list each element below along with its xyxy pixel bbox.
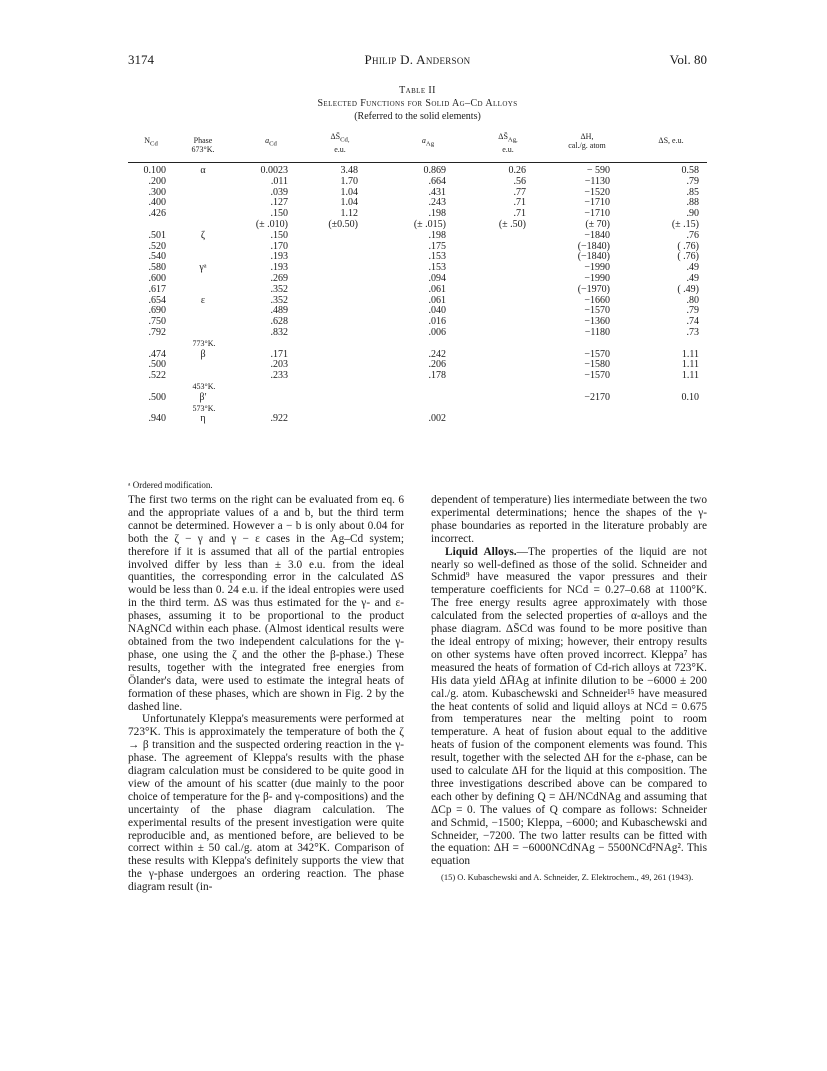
col-header-phase: Phase 673°K. xyxy=(191,136,215,154)
cell-acd: .193 xyxy=(270,262,288,274)
cell-ds: .76 xyxy=(686,229,699,241)
cell-aag: .242 xyxy=(428,348,446,360)
cell-phase: β xyxy=(200,348,206,360)
cell-acd: .832 xyxy=(270,326,288,338)
table-row xyxy=(128,350,707,361)
col-header-dh: ΔH, cal./g. atom xyxy=(568,132,606,150)
col-header-aag: $a_{Ag}$ xyxy=(421,136,435,148)
cell-ncd: .400 xyxy=(148,197,166,209)
col-header-ds: ΔS, e.u. xyxy=(658,136,684,145)
table-row xyxy=(128,263,707,274)
cell-aag: .243 xyxy=(428,197,446,209)
cell-ncd: 0.100 xyxy=(143,165,166,176)
table-header xyxy=(128,124,707,162)
cell-dsag: .56 xyxy=(513,175,526,187)
cell-dscd: 3.48 xyxy=(340,165,358,176)
cell-aag: .431 xyxy=(428,186,446,198)
col-header-dsag: $\Delta S̄_{Ag,}$ e.u. xyxy=(498,132,518,154)
cell-dsag: (± .50) xyxy=(498,218,526,230)
cell-ncd: .750 xyxy=(148,316,166,328)
cell-aag: .040 xyxy=(428,305,446,317)
table-row xyxy=(128,393,707,404)
cell-dsag: .71 xyxy=(513,208,526,220)
cell-acd: .011 xyxy=(270,175,288,187)
cell-dh: (−1840) xyxy=(577,240,610,252)
cell-aag: .006 xyxy=(428,326,446,338)
cell-dh: (−1840) xyxy=(577,251,610,263)
cell-dh: −2170 xyxy=(584,391,610,403)
cell-ds: ( .49) xyxy=(677,283,699,295)
page-number: 3174 xyxy=(128,52,154,67)
left-column xyxy=(128,494,404,894)
cell-ds: (± .15) xyxy=(671,218,699,230)
cell-acd: 0.0023 xyxy=(260,165,288,176)
table-row xyxy=(128,242,707,253)
cell-ncd: .520 xyxy=(148,240,166,252)
table-row xyxy=(128,274,707,285)
cell-aag: .175 xyxy=(428,240,446,252)
paragraph: The first two terms on the right can be evaluated from eq. 6 and the appropriate values of a and b, but the third term cannot be determined. However a − b is only about 0.04 for both the ζ − γ and γ − ε cases in the Ag–Cd system; therefore if it is assumed that all of the partial entropies involved differ by less than ± 3.0 e.u. from the ideal quantities, the corresponding error in the calculated ΔS would be less than 0. 24 e.u. if the ideal entropies were used in the third term. ΔS was thus estimated for the γ- and ε-phases, assuming it to be proportional to the product NAgNCd within each phase. (Almost identical results were obtained from the two independent calculations for the γ-phase, one using the ζ and the other the β-phase.) These results, together with the integrated free energies from Ölander's data, were used to estimate the integral heats of formation of these phases, which are shown in Fig. 2 by the dashed line. xyxy=(128,494,404,713)
table-body xyxy=(128,166,707,425)
cell-dh: (± 70) xyxy=(585,218,610,230)
cell-dscd: 1.12 xyxy=(340,208,358,220)
cell-phase: ζ xyxy=(200,229,206,241)
cell-dh: −1580 xyxy=(584,359,610,371)
section-text: —The properties of the liquid are not nearly so well-defined as those of the solid. Schneider and Schmid⁹ have measured the vapor pressures and their temperature coefficients for NCd = 0.27–0.68 at 1100°K. The free energy results agree approximately with those calculated from the selected properties of α-alloys and the phase diagram. ΔS̄Cd was found to be more positive than the ideal entropy of mixing; however, their entropy results on other systems have often proved incorrect. Kleppa⁷ has measured the heats of formation of Cd-rich alloys at 723°K. His data yield ΔH̄Ag at infinite dilution to be −6000 ± 200 cal./g. atom. Kubaschewski and Schneider¹⁵ have measured the heat contents of solid and liquid alloys at NCd = 0.675 from temperatures near the melting point to room temperature. A heat of fusion about equal to the additive heats of fusion of the component elements was found. This result, together with the selected ΔH for the ε-phase, can be used to calculate ΔH for the liquid at this composition. The three investigations described above can be compared to each other by defining Q = ΔH/NCdNAg and assuming that ΔCp = 0. The values of Q compare as follows: Schneider and Schmid, −1500; Kleppa, −6000; and Kubaschewski and Schneider, −7200. The two latter results can be fitted with the equation: ΔH = −6000NCdNAg − 5500NCd²NAg². This equation xyxy=(431,545,707,868)
cell-dh: −1660 xyxy=(584,294,610,306)
section-heading: Liquid Alloys. xyxy=(445,545,517,558)
cell-ncd: .500 xyxy=(148,359,166,371)
cell-ds: .79 xyxy=(686,305,699,317)
table-row xyxy=(128,220,707,231)
col-header-dscd: $\Delta S̄_{Cd,}$ e.u. xyxy=(330,132,350,154)
cell-ds: .49 xyxy=(686,272,699,284)
page-header xyxy=(128,52,707,68)
table-row xyxy=(128,285,707,296)
reference-footnote: (15) O. Kubaschewski and A. Schneider, Z. Elektrochem., 49, 261 (1943). xyxy=(441,872,694,883)
cell-ncd: .426 xyxy=(148,208,166,220)
cell-dscd: 1.04 xyxy=(340,197,358,209)
cell-acd: .628 xyxy=(270,316,288,328)
cell-temperature: 453°K. xyxy=(192,381,216,391)
cell-aag: .094 xyxy=(428,272,446,284)
cell-dh: −1990 xyxy=(584,272,610,284)
cell-ds: .74 xyxy=(686,316,699,328)
cell-aag: .178 xyxy=(428,370,446,382)
cell-ds: ( .76) xyxy=(677,251,699,263)
cell-phase: ε xyxy=(200,294,206,306)
cell-phase: α xyxy=(200,165,206,176)
table-row xyxy=(128,328,707,339)
cell-ncd: .654 xyxy=(148,294,166,306)
cell-aag: .153 xyxy=(428,251,446,263)
cell-ds: .90 xyxy=(686,208,699,220)
cell-ds: ( .76) xyxy=(677,240,699,252)
cell-dscd: 1.04 xyxy=(340,186,358,198)
cell-ds: 1.11 xyxy=(681,348,699,360)
cell-ds: 1.11 xyxy=(681,359,699,371)
volume-label: Vol. 80 xyxy=(669,52,707,67)
cell-aag: 0.869 xyxy=(423,165,446,176)
cell-aag: .016 xyxy=(428,316,446,328)
cell-phase: η xyxy=(200,413,206,425)
cell-aag: .002 xyxy=(428,413,446,425)
cell-acd: .352 xyxy=(270,283,288,295)
cell-ncd: .940 xyxy=(148,413,166,425)
table-row xyxy=(128,177,707,188)
cell-acd: .150 xyxy=(270,208,288,220)
cell-ncd: .690 xyxy=(148,305,166,317)
cell-dscd: (±0.50) xyxy=(328,218,358,230)
cell-acd: .922 xyxy=(270,413,288,425)
cell-ncd: .300 xyxy=(148,186,166,198)
cell-aag: .664 xyxy=(428,175,446,187)
cell-dh: −1570 xyxy=(584,305,610,317)
cell-aag: .061 xyxy=(428,294,446,306)
cell-acd: .150 xyxy=(270,229,288,241)
cell-aag: .198 xyxy=(428,229,446,241)
cell-dh: −1520 xyxy=(584,186,610,198)
cell-dscd: 1.70 xyxy=(340,175,358,187)
cell-aag: .153 xyxy=(428,262,446,274)
cell-ds: .73 xyxy=(686,326,699,338)
cell-ncd: .200 xyxy=(148,175,166,187)
cell-acd: .489 xyxy=(270,305,288,317)
table-ii xyxy=(128,84,707,425)
table-row xyxy=(128,317,707,328)
table-row xyxy=(128,414,707,425)
temperature-row xyxy=(128,339,707,350)
cell-dh: −1130 xyxy=(584,175,610,187)
table-row xyxy=(128,296,707,307)
cell-ds: .88 xyxy=(686,197,699,209)
table-row xyxy=(128,188,707,199)
cell-dh: −1570 xyxy=(584,370,610,382)
cell-acd: .127 xyxy=(270,197,288,209)
cell-ds: 0.58 xyxy=(681,165,699,176)
cell-dh: −1570 xyxy=(584,348,610,360)
cell-ncd: .540 xyxy=(148,251,166,263)
cell-ncd: .600 xyxy=(148,272,166,284)
table-subcaption: (Referred to the solid elements) xyxy=(354,111,481,122)
cell-dh: −1840 xyxy=(584,229,610,241)
cell-acd: .039 xyxy=(270,186,288,198)
cell-dh: −1180 xyxy=(584,326,610,338)
table-rule xyxy=(128,162,707,163)
cell-ds: .85 xyxy=(686,186,699,198)
cell-ncd: .522 xyxy=(148,370,166,382)
cell-acd: (± .010) xyxy=(255,218,288,230)
table-row xyxy=(128,360,707,371)
temperature-row xyxy=(128,382,707,393)
cell-dh: − 590 xyxy=(586,165,610,176)
table-row xyxy=(128,198,707,209)
cell-dh: −1710 xyxy=(584,208,610,220)
table-row xyxy=(128,371,707,382)
cell-aag: .198 xyxy=(428,208,446,220)
cell-ds: 0.10 xyxy=(681,391,699,403)
cell-dh: −1360 xyxy=(584,316,610,328)
cell-acd: .203 xyxy=(270,359,288,371)
cell-acd: .352 xyxy=(270,294,288,306)
cell-dh: −1990 xyxy=(584,262,610,274)
cell-aag: .206 xyxy=(428,359,446,371)
table-row xyxy=(128,166,707,177)
cell-dh: −1710 xyxy=(584,197,610,209)
table-row xyxy=(128,306,707,317)
cell-ds: .49 xyxy=(686,262,699,274)
cell-ds: 1.11 xyxy=(681,370,699,382)
right-column xyxy=(431,494,707,883)
paragraph: dependent of temperature) lies intermediate between the two experimental determinations; hence the shapes of the γ-phase boundaries as reported in the literature probably are incorrect. xyxy=(431,494,707,545)
cell-acd: .269 xyxy=(270,272,288,284)
cell-acd: .170 xyxy=(270,240,288,252)
cell-dsag: .71 xyxy=(513,197,526,209)
cell-ds: .79 xyxy=(686,175,699,187)
cell-ncd: .501 xyxy=(148,229,166,241)
cell-phase: β′ xyxy=(199,391,207,403)
table-caption: Selected Functions for Solid Ag–Cd Alloys xyxy=(317,98,518,109)
temperature-row xyxy=(128,404,707,415)
running-author: Philip D. Anderson xyxy=(364,52,471,67)
col-header-acd: $a_{Cd}$ xyxy=(265,136,277,148)
cell-ds: .80 xyxy=(686,294,699,306)
cell-temperature: 573°K. xyxy=(192,403,216,413)
cell-phase: γᵃ xyxy=(199,262,207,274)
paragraph xyxy=(431,546,707,869)
table-footnote: ᵃ Ordered modification. xyxy=(128,480,213,490)
cell-ncd: .474 xyxy=(148,348,166,360)
paragraph: Unfortunately Kleppa's measurements were performed at 723°K. This is approximately the temperature of both the ζ → β transition and the suspected ordering reaction in the γ-phase. The agreement of Kleppa's results with the phase diagram calculation must be considered to be quite good in view of the amount of his scatter (due mainly to the poor choice of temperature for the β- and γ-compositions) and the uncertainty of the phase diagram calculation. The experimental results of the present investigation were quite reproducible and, as mentioned before, are believed to be correct within ± 50 cal./g. atom at 342°K. Comparison of these results with Kleppa's definitely supports the view that the γ-phase undergoes an ordering reaction. The phase diagram result (in- xyxy=(128,713,404,894)
cell-aag: (± .015) xyxy=(413,218,446,230)
cell-acd: .171 xyxy=(270,348,288,360)
col-header-ncd: $N_{Cd}$ xyxy=(144,136,158,148)
cell-ncd: .617 xyxy=(148,283,166,295)
table-row xyxy=(128,252,707,263)
cell-temperature: 773°K. xyxy=(192,338,216,348)
table-title: Table II xyxy=(399,85,436,96)
cell-dsag: 0.26 xyxy=(508,165,526,176)
cell-acd: .233 xyxy=(270,370,288,382)
cell-ncd: .792 xyxy=(148,326,166,338)
cell-ncd: .580 xyxy=(148,262,166,274)
table-row xyxy=(128,231,707,242)
cell-acd: .193 xyxy=(270,251,288,263)
cell-ncd: .500 xyxy=(148,391,166,403)
cell-aag: .061 xyxy=(428,283,446,295)
cell-dsag: .77 xyxy=(513,186,526,198)
cell-dh: (−1970) xyxy=(577,283,610,295)
